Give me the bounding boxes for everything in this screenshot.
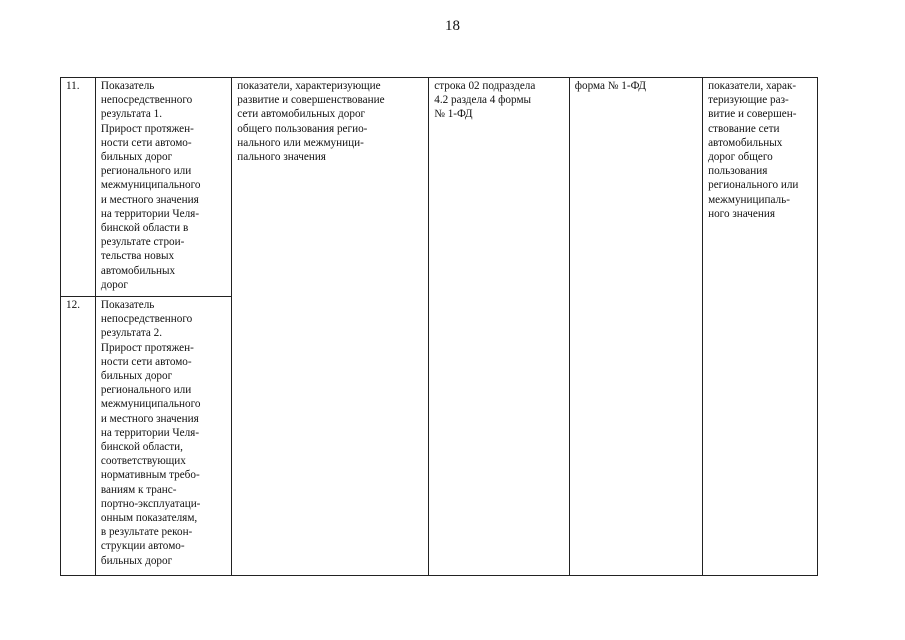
form-cell: форма № 1-ФД [569, 78, 702, 576]
indicator-name-cell: Показатель непосредственного результата 1. Прирост протяжен- ности сети автомо- бильных дорог регионального или межмуниципального и местного значения на территории Челя- бинской области в результате строи- тельства новых автомобильных дорог [95, 78, 231, 297]
page-number: 18 [445, 18, 460, 34]
indicators-table [60, 77, 818, 576]
row-number-cell: 11. [61, 78, 96, 297]
row-number-cell: 12. [61, 297, 96, 576]
note-cell: показатели, харак- теризующие раз- витие и совершен- ствование сети автомобильных дорог общего пользования регионального или межмуниципаль- ного значения [703, 78, 818, 576]
table-row [61, 78, 818, 297]
description-cell: показатели, характеризующие развитие и совершенствование сети автомобильных дорог общего пользования регио- нального или межмуници- пального значения [232, 78, 429, 576]
indicator-name-cell: Показатель непосредственного результата 2. Прирост протяжен- ности сети автомо- бильных дорог регионального или межмуниципального и местного значения на территории Челя- бинской области, соответствующих нормативным требо- ваниям к транс- портно-эксплуатаци- онным показателям, в результате рекон- струкции автомо- бильных дорог [95, 297, 231, 576]
source-cell: строка 02 подраздела 4.2 раздела 4 формы № 1-ФД [429, 78, 570, 576]
